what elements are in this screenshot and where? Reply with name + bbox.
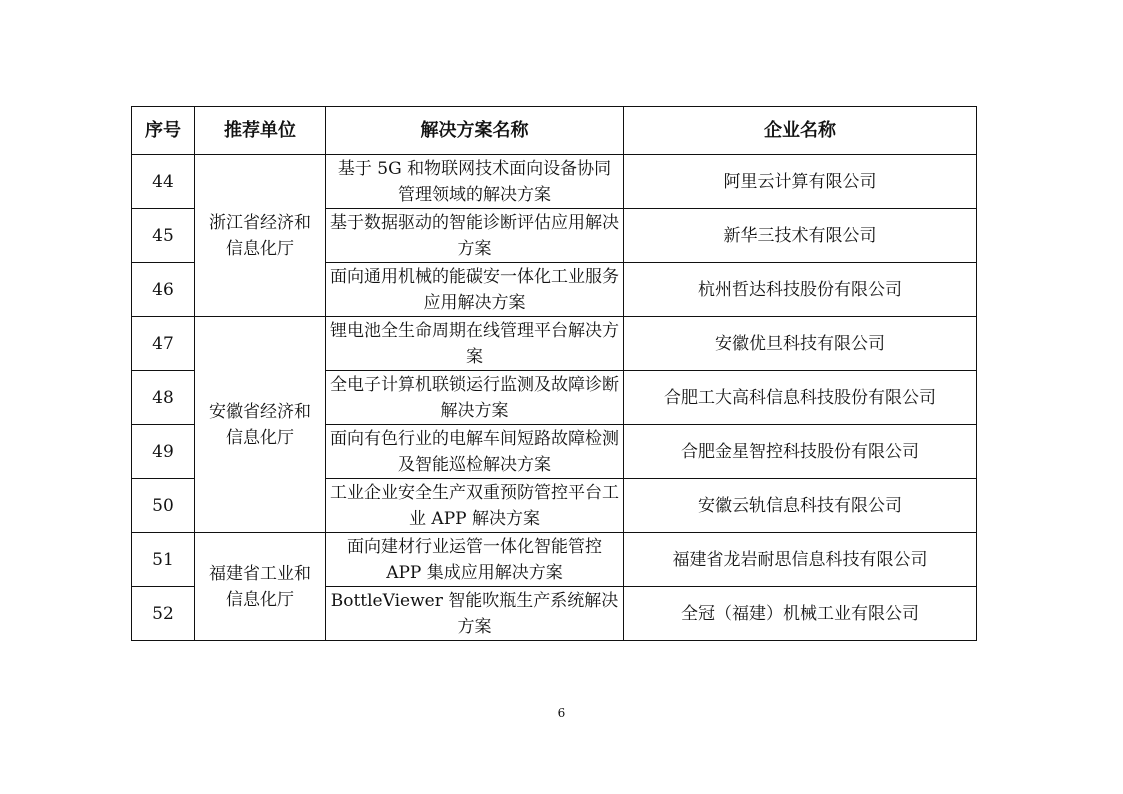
solution-name: 基于 5G 和物联网技术面向设备协同管理领域的解决方案 [326, 155, 624, 209]
recommending-unit-zhejiang [195, 155, 326, 317]
enterprise-name: 全冠（福建）机械工业有限公司 [624, 587, 977, 641]
enterprise-name: 合肥工大高科信息科技股份有限公司 [624, 371, 977, 425]
unit-name: 浙江省经济和信息化厅 [209, 212, 311, 259]
enterprise-name: 安徽云轨信息科技有限公司 [624, 479, 977, 533]
solution-name: 面向有色行业的电解车间短路故障检测及智能巡检解决方案 [326, 425, 624, 479]
table-row [132, 317, 977, 371]
page-number: 6 [557, 706, 566, 720]
enterprise-name: 合肥金星智控科技股份有限公司 [624, 425, 977, 479]
row-number: 44 [132, 155, 195, 209]
table-header-row [132, 107, 977, 155]
unit-name: 安徽省经济和信息化厅 [209, 401, 311, 448]
solution-name: 面向通用机械的能碳安一体化工业服务应用解决方案 [326, 263, 624, 317]
recommending-unit-anhui [195, 317, 326, 533]
row-number: 48 [132, 371, 195, 425]
solution-name: 全电子计算机联锁运行监测及故障诊断解决方案 [326, 371, 624, 425]
enterprise-name: 新华三技术有限公司 [624, 209, 977, 263]
row-number: 46 [132, 263, 195, 317]
row-number: 49 [132, 425, 195, 479]
enterprise-name: 杭州哲达科技股份有限公司 [624, 263, 977, 317]
solution-name: 工业企业安全生产双重预防管控平台工业 APP 解决方案 [326, 479, 624, 533]
enterprise-name: 安徽优旦科技有限公司 [624, 317, 977, 371]
table-row [132, 155, 977, 209]
solution-name: BottleViewer 智能吹瓶生产系统解决方案 [326, 587, 624, 641]
header-solution-name: 解决方案名称 [326, 107, 624, 155]
row-number: 50 [132, 479, 195, 533]
row-number: 52 [132, 587, 195, 641]
header-serial-number: 序号 [132, 107, 195, 155]
row-number: 51 [132, 533, 195, 587]
enterprise-name: 福建省龙岩耐思信息科技有限公司 [624, 533, 977, 587]
solution-name: 面向建材行业运管一体化智能管控APP 集成应用解决方案 [326, 533, 624, 587]
table-row [132, 533, 977, 587]
row-number: 47 [132, 317, 195, 371]
recommending-unit-fujian [195, 533, 326, 641]
enterprise-name: 阿里云计算有限公司 [624, 155, 977, 209]
header-enterprise-name: 企业名称 [624, 107, 977, 155]
header-recommending-unit: 推荐单位 [195, 107, 326, 155]
solution-name: 锂电池全生命周期在线管理平台解决方案 [326, 317, 624, 371]
unit-name: 福建省工业和信息化厅 [209, 563, 311, 610]
row-number: 45 [132, 209, 195, 263]
solution-name: 基于数据驱动的智能诊断评估应用解决方案 [326, 209, 624, 263]
solutions-table [131, 106, 977, 641]
